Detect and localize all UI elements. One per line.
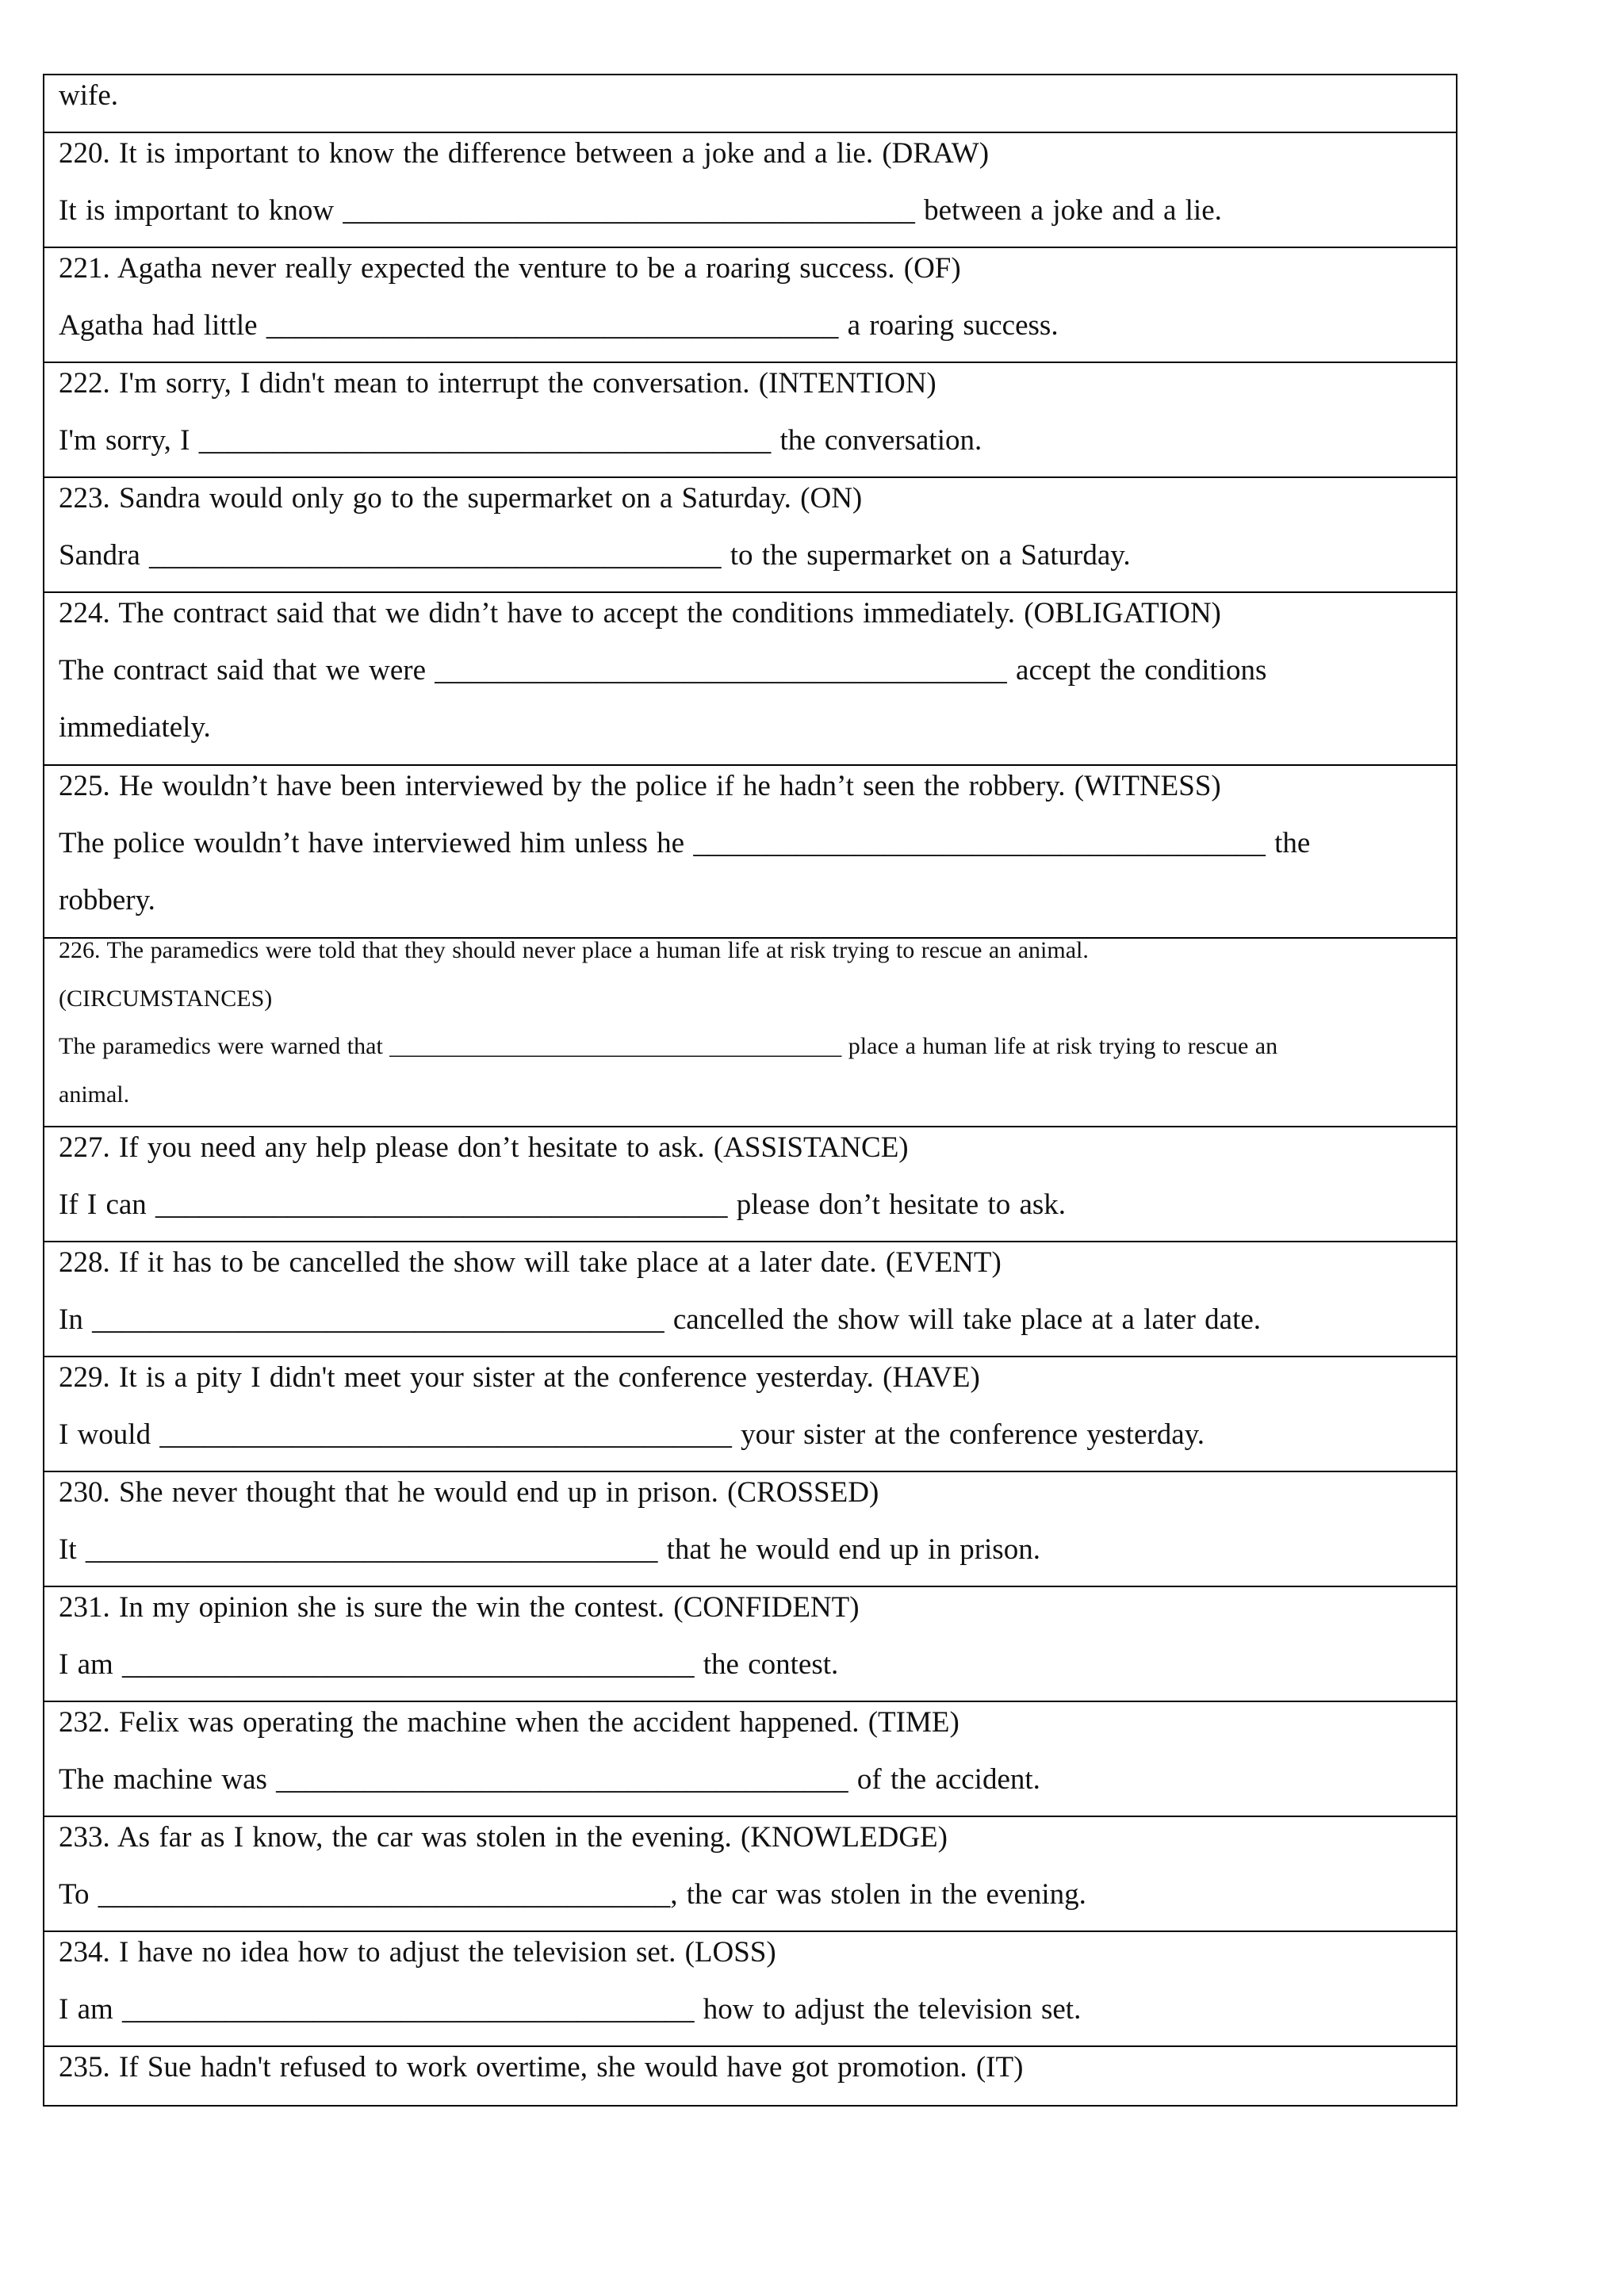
exercise-row-231 <box>44 1587 1456 1702</box>
rewrite-sentence: In _______________________________________ cancelled the show will take place at a later date. <box>59 1303 1262 1336</box>
exercise-row-228 <box>44 1242 1456 1357</box>
rewrite-sentence-continued: robbery. <box>59 884 155 916</box>
question-sentence: 225. He wouldn’t have been interviewed by the police if he hadn’t seen the robbery. (WITNESS) <box>59 770 1221 802</box>
rewrite-sentence: The contract said that we were _______________________________________ accept the conditions <box>59 654 1267 687</box>
exercise-row-229 <box>44 1357 1456 1472</box>
question-sentence: 227. If you need any help please don’t hesitate to ask. (ASSISTANCE) <box>59 1131 909 1164</box>
question-sentence: 233. As far as I know, the car was stolen in the evening. (KNOWLEDGE) <box>59 1821 948 1854</box>
exercise-row-227 <box>44 1127 1456 1242</box>
question-sentence: 221. Agatha never really expected the venture to be a roaring success. (OF) <box>59 252 961 285</box>
rewrite-sentence: Agatha had little _______________________________________ a roaring success. <box>59 309 1059 342</box>
rewrite-sentence: It is important to know _______________________________________ between a joke and a lie. <box>59 194 1222 227</box>
exercise-row-continued <box>44 75 1456 133</box>
question-sentence: 222. I'm sorry, I didn't mean to interrupt the conversation. (INTENTION) <box>59 367 936 400</box>
exercise-row-233 <box>44 1817 1456 1932</box>
exercise-row-225 <box>44 766 1456 939</box>
rewrite-sentence: I am _______________________________________ the contest. <box>59 1648 839 1681</box>
question-sentence: 226. The paramedics were told that they should never place a human life at risk trying to rescue an animal. <box>59 939 1089 963</box>
exercise-row-222 <box>44 363 1456 478</box>
exercise-row-234 <box>44 1932 1456 2047</box>
question-sentence: 228. If it has to be cancelled the show will take place at a later date. (EVENT) <box>59 1246 1002 1279</box>
rewrite-sentence: I am _______________________________________ how to adjust the television set. <box>59 1993 1082 2026</box>
question-sentence: 224. The contract said that we didn’t have to accept the conditions immediately. (OBLIGATION) <box>59 597 1221 629</box>
rewrite-sentence: If I can _______________________________________ please don’t hesitate to ask. <box>59 1188 1067 1221</box>
exercise-row-224 <box>44 593 1456 766</box>
exercise-row-220 <box>44 133 1456 248</box>
rewrite-sentence: I would _______________________________________ your sister at the conference yesterday. <box>59 1418 1205 1451</box>
question-sentence: 232. Felix was operating the machine when the accident happened. (TIME) <box>59 1706 959 1739</box>
rewrite-sentence: Sandra _______________________________________ to the supermarket on a Saturday. <box>59 539 1131 572</box>
question-sentence: 230. She never thought that he would end up in prison. (CROSSED) <box>59 1476 879 1509</box>
exercise-row-230 <box>44 1472 1456 1587</box>
exercise-row-226 <box>44 939 1456 1127</box>
exercise-row-223 <box>44 478 1456 593</box>
question-sentence: 220. It is important to know the difference between a joke and a lie. (DRAW) <box>59 137 990 170</box>
question-sentence: 234. I have no idea how to adjust the television set. (LOSS) <box>59 1936 776 1969</box>
keyword: (CIRCUMSTANCES) <box>59 985 273 1012</box>
rewrite-sentence: The machine was _______________________________________ of the accident. <box>59 1763 1040 1796</box>
continued-text: wife. <box>59 79 118 112</box>
rewrite-sentence: I'm sorry, I _______________________________________ the conversation. <box>59 424 982 457</box>
exercise-row-221 <box>44 248 1456 363</box>
rewrite-sentence: The paramedics were warned that ______________________________________ place a human life at risk trying to rescue an <box>59 1033 1278 1059</box>
rewrite-sentence: It _______________________________________ that he would end up in prison. <box>59 1533 1040 1566</box>
rewrite-sentence: The police wouldn’t have interviewed him unless he _______________________________________ the <box>59 827 1311 859</box>
rewrite-sentence-continued: animal. <box>59 1081 130 1108</box>
rewrite-sentence: To _______________________________________, the car was stolen in the evening. <box>59 1878 1086 1911</box>
rewrite-sentence-continued: immediately. <box>59 711 211 744</box>
question-sentence: 231. In my opinion she is sure the win the contest. (CONFIDENT) <box>59 1591 860 1624</box>
exercise-row-235 <box>44 2047 1456 2105</box>
exercise-row-232 <box>44 1702 1456 1817</box>
question-sentence: 229. It is a pity I didn't meet your sister at the conference yesterday. (HAVE) <box>59 1361 980 1394</box>
question-sentence: 223. Sandra would only go to the supermarket on a Saturday. (ON) <box>59 482 863 515</box>
question-sentence: 235. If Sue hadn't refused to work overtime, she would have got promotion. (IT) <box>59 2051 1024 2084</box>
exercise-table <box>43 74 1457 2107</box>
